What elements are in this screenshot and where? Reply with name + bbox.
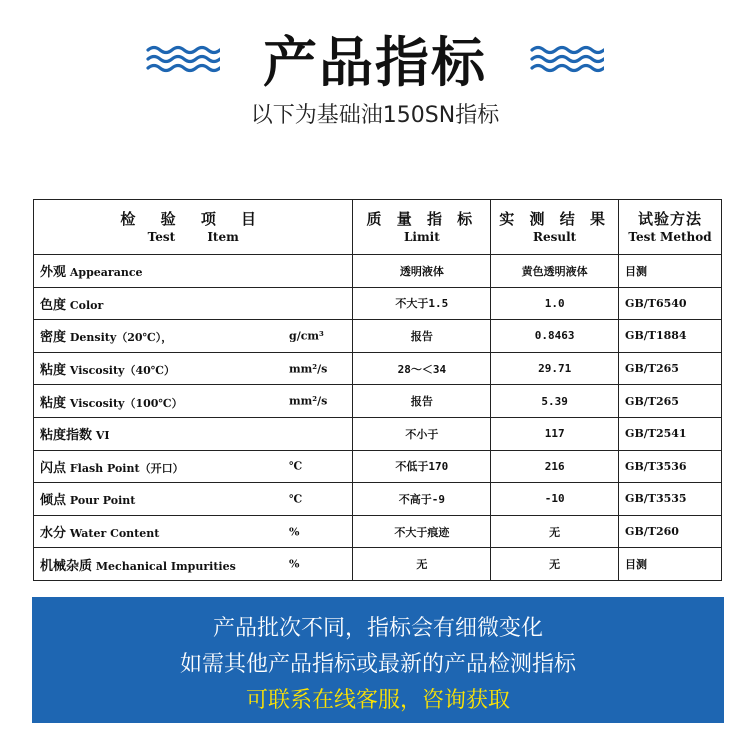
- item-zh: 粘度指数: [40, 428, 93, 444]
- table-row: [34, 483, 722, 516]
- item-unit: %: [289, 557, 300, 571]
- result-cell: 无: [491, 548, 619, 581]
- item-en: Appearance: [69, 266, 143, 280]
- item-zh: 粘度: [40, 363, 67, 379]
- limit-cell: 不大于1.5: [353, 287, 491, 320]
- item-cell: [34, 320, 353, 353]
- limit-cell: 无: [353, 548, 491, 581]
- header-zh: 质 量 指 标: [366, 209, 478, 228]
- method-cell: GB/T2541: [619, 417, 722, 450]
- header-test-method: [619, 200, 722, 255]
- item-en: Density（20℃），: [69, 331, 173, 345]
- item-zh: 水分: [40, 526, 67, 542]
- result-cell: 29.71: [491, 352, 619, 385]
- limit-cell: 不大于痕迹: [353, 515, 491, 548]
- method-cell: GB/T3536: [619, 450, 722, 483]
- result-cell: 无: [491, 515, 619, 548]
- item-cell: [34, 548, 353, 581]
- method-cell: GB/T260: [619, 515, 722, 548]
- method-cell: GB/T265: [619, 385, 722, 418]
- header-en: Limit: [403, 230, 440, 245]
- item-en: Viscosity（40℃）: [69, 364, 175, 378]
- result-cell: 5.39: [491, 385, 619, 418]
- table-header-row: [34, 200, 722, 255]
- item-cell: [34, 385, 353, 418]
- item-cell: [34, 515, 353, 548]
- method-cell: GB/T1884: [619, 320, 722, 353]
- limit-cell: 报告: [353, 320, 491, 353]
- limit-cell: 不小于: [353, 417, 491, 450]
- method-cell: GB/T265: [619, 352, 722, 385]
- item-zh: 闪点: [40, 460, 67, 476]
- header: [0, 0, 750, 150]
- table-row: [34, 255, 722, 288]
- header-limit: [353, 200, 491, 255]
- item-cell: [34, 417, 353, 450]
- method-cell: GB/T6540: [619, 287, 722, 320]
- wave-decoration-icon: [530, 44, 604, 74]
- table-row: [34, 352, 722, 385]
- table-row: [34, 417, 722, 450]
- header-en: Test Method: [628, 230, 712, 245]
- item-unit: mm²/s: [289, 362, 328, 376]
- item-zh: 色度: [40, 297, 67, 313]
- limit-cell: 透明液体: [353, 255, 491, 288]
- header-zh: 试验方法: [638, 209, 703, 228]
- result-cell: 0.8463: [491, 320, 619, 353]
- page-subtitle: 以下为基础油150SN指标: [250, 103, 500, 128]
- spec-table: [33, 199, 722, 581]
- item-cell: [34, 287, 353, 320]
- item-en: Color: [69, 298, 104, 312]
- header-zh: 实 测 结 果: [499, 209, 610, 228]
- item-zh: 机械杂质: [40, 558, 93, 574]
- table-row: [34, 287, 722, 320]
- result-cell: 216: [491, 450, 619, 483]
- item-en: Water Content: [69, 527, 160, 541]
- item-unit: mm²/s: [289, 394, 328, 408]
- header-test-item: [34, 200, 353, 255]
- result-cell: 117: [491, 417, 619, 450]
- item-zh: 倾点: [40, 493, 67, 509]
- result-cell: 黄色透明液体: [491, 255, 619, 288]
- table-row: [34, 385, 722, 418]
- banner-line-1: 产品批次不同，指标会有细微变化: [212, 616, 543, 641]
- item-en: VI: [95, 429, 110, 443]
- notice-banner: [32, 597, 724, 723]
- header-zh: 检 验 项 目: [120, 209, 267, 228]
- item-en: Viscosity（100℃）: [69, 396, 183, 410]
- item-zh: 密度: [40, 330, 67, 346]
- header-result: [491, 200, 619, 255]
- item-en: Pour Point: [69, 494, 136, 508]
- item-unit: ℃: [289, 459, 303, 473]
- method-cell: GB/T3535: [619, 483, 722, 516]
- table-row: [34, 515, 722, 548]
- item-zh: 外观: [40, 265, 67, 281]
- header-en: Test Item: [147, 230, 239, 245]
- result-cell: 1.0: [491, 287, 619, 320]
- banner-line-3: 可联系在线客服，咨询获取: [245, 688, 510, 713]
- table-row: [34, 548, 722, 581]
- item-en: Mechanical Impurities: [95, 559, 236, 573]
- page-title: 产品指标: [263, 31, 487, 94]
- header-en: Result: [533, 230, 577, 245]
- limit-cell: 报告: [353, 385, 491, 418]
- item-unit: g/cm³: [289, 329, 324, 343]
- item-unit: ℃: [289, 492, 303, 506]
- method-cell: 目测: [619, 548, 722, 581]
- item-cell: [34, 352, 353, 385]
- limit-cell: 28～＜34: [353, 352, 491, 385]
- item-en: Flash Point（开口）: [69, 461, 184, 475]
- result-cell: -10: [491, 483, 619, 516]
- item-cell: [34, 450, 353, 483]
- table-row: [34, 320, 722, 353]
- item-cell: [34, 255, 353, 288]
- method-cell: 目测: [619, 255, 722, 288]
- item-zh: 粘度: [40, 395, 67, 411]
- limit-cell: 不低于170: [353, 450, 491, 483]
- item-unit: %: [289, 525, 300, 539]
- table-row: [34, 450, 722, 483]
- item-cell: [34, 483, 353, 516]
- limit-cell: 不高于-9: [353, 483, 491, 516]
- banner-line-2: 如需其他产品指标或最新的产品检测指标: [179, 652, 576, 677]
